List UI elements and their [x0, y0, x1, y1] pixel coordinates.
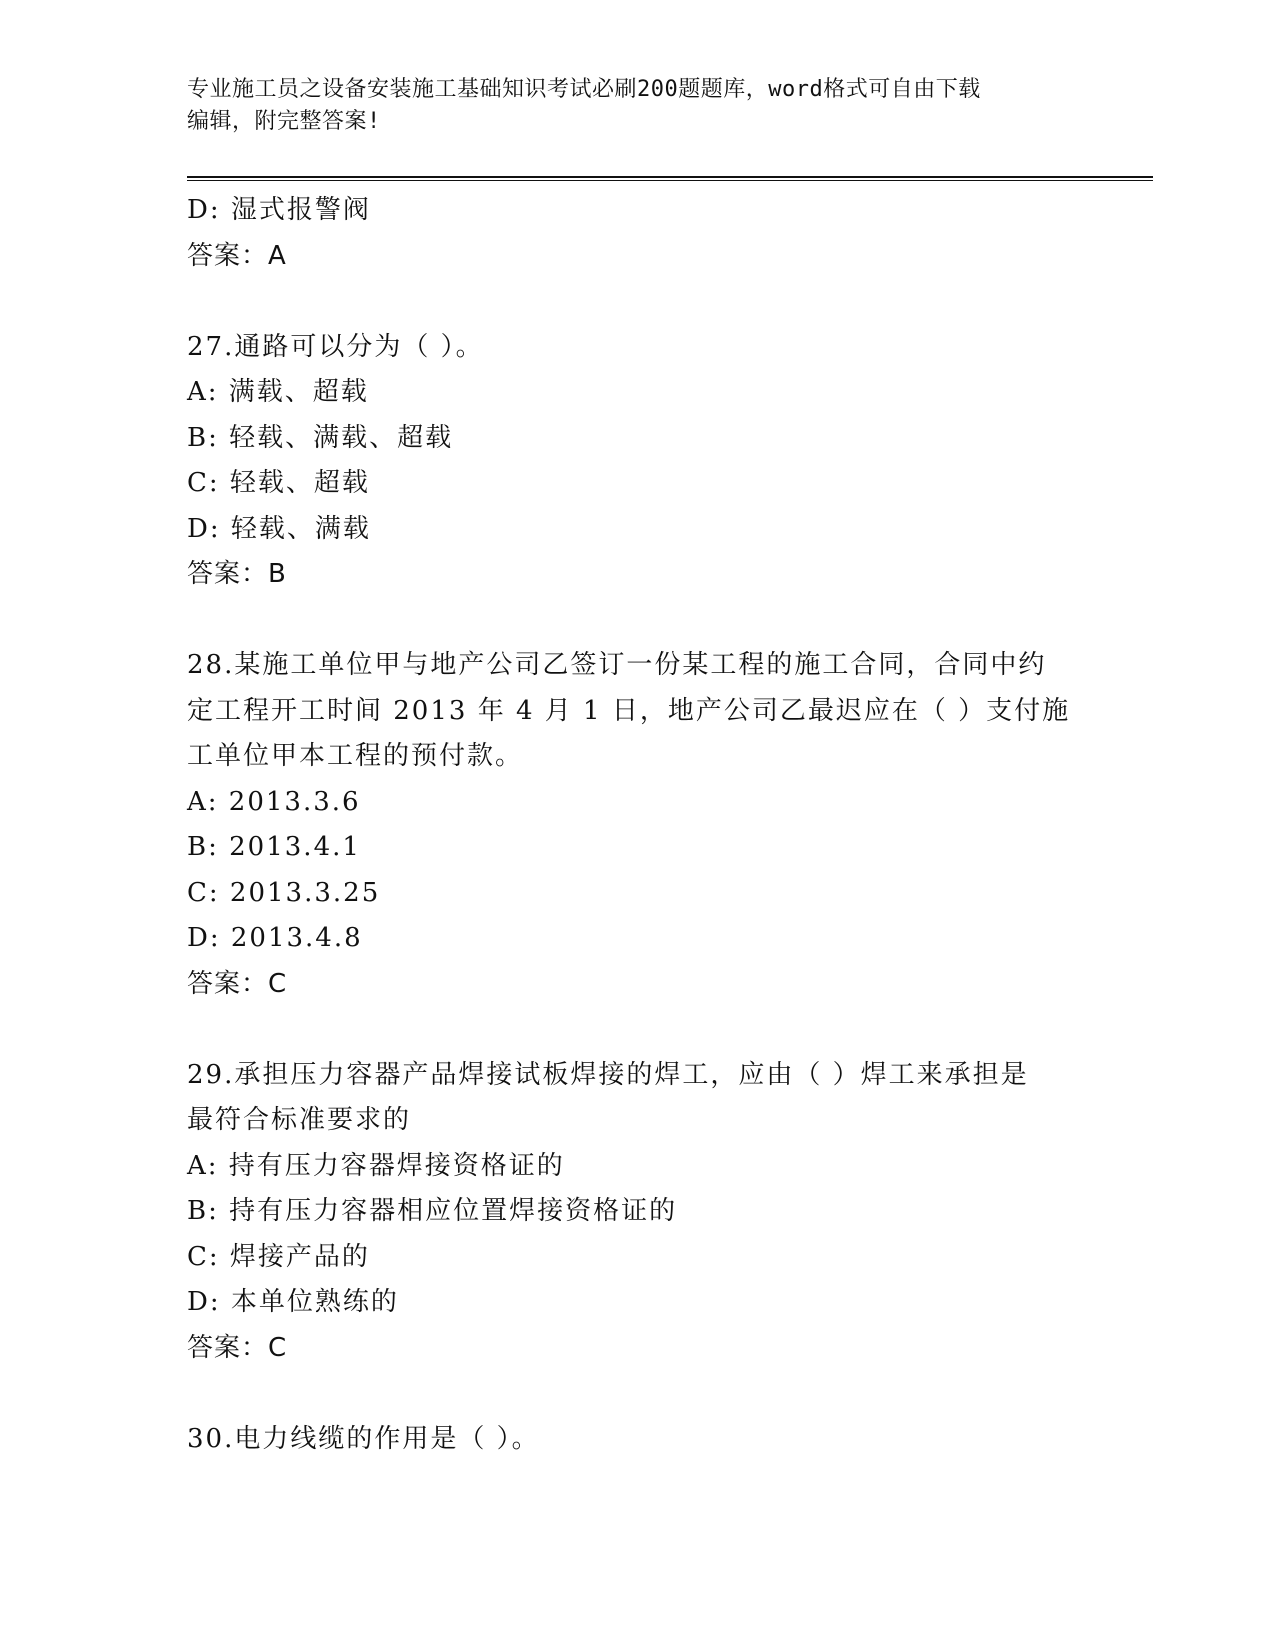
question-stem: 30.电力线缆的作用是（ ）。 — [187, 1423, 540, 1454]
option-c: C: 轻载、超载 — [187, 468, 370, 498]
option-b: B: 轻载、满载、超载 — [187, 422, 454, 453]
spacer — [187, 1007, 1087, 1053]
option-b: B: 持有压力容器相应位置焊接资格证的 — [187, 1196, 678, 1226]
option-d: D: 本单位熟练的 — [187, 1287, 399, 1317]
answer-line: 答案：C — [187, 968, 288, 999]
question-stem-line-1: 28.某施工单位甲与地产公司乙签订一份某工程的施工合同，合同中约 — [187, 650, 1047, 680]
option-a: A: 2013.3.6 — [187, 786, 361, 817]
option-d: D: 湿式报警阀 — [187, 195, 371, 225]
question-stem-line-1: 29.承担压力容器产品焊接试板焊接的焊工，应由（ ）焊工来承担是 — [187, 1059, 1029, 1090]
option-d: D: 2013.4.8 — [187, 923, 363, 953]
document-body — [187, 188, 1087, 1462]
spacer — [187, 1371, 1087, 1417]
spacer — [187, 279, 1087, 325]
question-29 — [187, 1053, 1087, 1372]
header-title-line-1: 专业施工员之设备安装施工基础知识考试必刷200题题库，word格式可自由下载 — [187, 77, 981, 102]
header-divider — [187, 176, 1153, 181]
document-header — [187, 74, 1087, 138]
question-stem-line-2: 定工程开工时间 2013 年 4 月 1 日，地产公司乙最迟应在（ ）支付施 — [187, 695, 1071, 726]
option-a: A: 持有压力容器焊接资格证的 — [187, 1150, 565, 1181]
question-30 — [187, 1417, 1087, 1463]
option-a: A: 满载、超载 — [187, 377, 369, 407]
answer-line: 答案：C — [187, 1332, 288, 1363]
question-stem-line-3: 工单位甲本工程的预付款。 — [187, 741, 524, 771]
question-stem: 27.通路可以分为（ ）。 — [187, 331, 484, 362]
question-27 — [187, 325, 1087, 598]
answer-line: 答案：B — [187, 559, 287, 589]
option-b: B: 2013.4.1 — [187, 832, 361, 862]
option-c: C: 2013.3.25 — [187, 877, 381, 908]
spacer — [187, 598, 1087, 644]
option-d: D: 轻载、满载 — [187, 513, 371, 544]
question-28 — [187, 643, 1087, 1007]
option-c: C: 焊接产品的 — [187, 1241, 370, 1272]
answer-line: 答案：A — [187, 240, 287, 271]
question-stem-line-2: 最符合标准要求的 — [187, 1105, 412, 1135]
header-title-line-2: 编辑，附完整答案! — [187, 109, 381, 134]
